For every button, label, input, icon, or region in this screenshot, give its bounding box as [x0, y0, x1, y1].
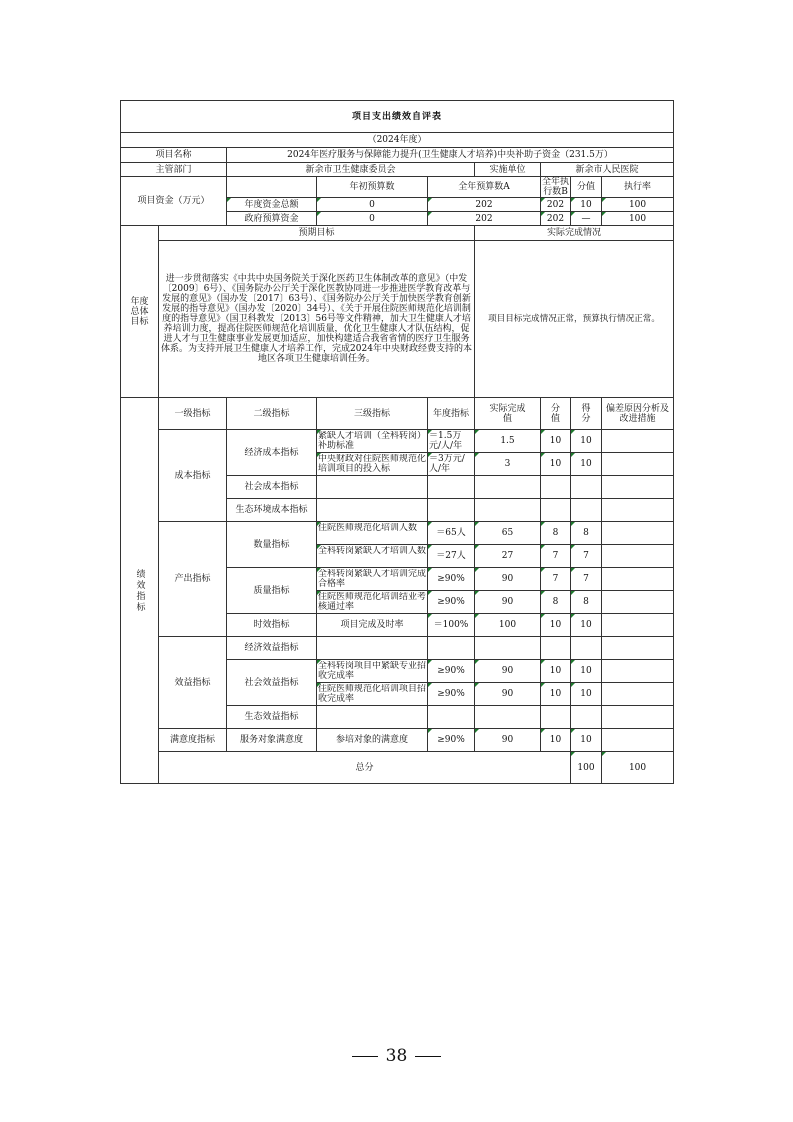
benefit-r1-l3: 全科转岗项目中紧缺专业招收完成率 [318, 661, 426, 681]
col-header-deviation: 偏差原因分析及改进措施 [602, 398, 674, 430]
funds-row-gov-score: — [571, 212, 602, 226]
cost-r2-score: 10 [541, 453, 571, 476]
funds-row-total-annual: 202 [428, 198, 541, 212]
col-header-level1: 一级指标 [159, 398, 227, 430]
l2-service-satisfaction: 服务对象满意度 [227, 729, 317, 752]
cost-r1-target: ＝1.5万元/人/年 [428, 430, 475, 453]
fiscal-year: （2024年度） [121, 133, 674, 148]
output-r3-score: 7 [541, 568, 571, 591]
benefit-r1-actual: 90 [475, 660, 541, 683]
col-header-level3: 三级指标 [317, 398, 428, 430]
funds-row-total-score: 10 [571, 198, 602, 212]
l2-timeliness: 时效指标 [227, 614, 317, 637]
l2-quantity: 数量指标 [227, 522, 317, 568]
output-r2-got: 7 [571, 545, 602, 568]
l2-social-benefit: 社会效益指标 [227, 660, 317, 706]
actual-completion-header: 实际完成情况 [475, 226, 674, 241]
col-header-actual: 实际完成值 [475, 398, 541, 430]
output-r1-got: 8 [571, 522, 602, 545]
form-table [120, 100, 674, 784]
cost-r1-l3: 紧缺人才培训（全科转岗）补助标准 [318, 431, 426, 451]
l2-quality: 质量指标 [227, 568, 317, 614]
l1-output: 产出指标 [159, 522, 227, 637]
funds-header-exec-rate: 执行率 [602, 177, 674, 198]
l1-satisfaction: 满意度指标 [159, 729, 227, 752]
funds-row-total-exec: 202 [541, 198, 571, 212]
cost-r2-got: 10 [571, 453, 602, 476]
cost-r2-actual: 3 [475, 453, 541, 476]
col-header-target: 年度指标 [428, 398, 475, 430]
output-r1-deviation [602, 522, 674, 545]
annual-goal-label: 年度总体目标 [121, 226, 159, 398]
l2-eco-benefit: 生态效益指标 [227, 706, 317, 729]
funds-row-gov-exec: 202 [541, 212, 571, 226]
satisfaction-r1-target: ≥90% [428, 729, 475, 752]
l2-social-cost: 社会成本指标 [227, 476, 317, 499]
output-r4-target: ≥90% [428, 591, 475, 614]
benefit-r1-score: 10 [541, 660, 571, 683]
funds-row-gov-initial: 0 [317, 212, 428, 226]
total-got: 100 [602, 752, 674, 784]
impl-unit-label: 实施单位 [475, 163, 541, 177]
output-r4-deviation [602, 591, 674, 614]
output-r5-score: 10 [541, 614, 571, 637]
page-footer [0, 1046, 793, 1066]
benefit-r1-got: 10 [571, 660, 602, 683]
funds-label: 项目资金（万元） [121, 177, 227, 226]
output-r4-got: 8 [571, 591, 602, 614]
l1-benefit: 效益指标 [159, 637, 227, 729]
satisfaction-r1-actual: 90 [475, 729, 541, 752]
col-header-got: 得分 [571, 398, 602, 430]
output-r3-deviation [602, 568, 674, 591]
satisfaction-r1-l3: 参培对象的满意度 [317, 729, 428, 752]
funds-header-score: 分值 [571, 177, 602, 198]
satisfaction-r1-got: 10 [571, 729, 602, 752]
footer-dash-left [352, 1056, 378, 1057]
footer-dash-right [415, 1056, 441, 1057]
benefit-r1-target: ≥90% [428, 660, 475, 683]
project-name-value: 2024年医疗服务与保障能力提升(卫生健康人才培养)中央补助子资金（231.5万） [227, 148, 674, 163]
l1-cost: 成本指标 [159, 430, 227, 522]
cost-r1-actual: 1.5 [475, 430, 541, 453]
l2-economic-benefit: 经济效益指标 [227, 637, 317, 660]
output-r1-score: 8 [541, 522, 571, 545]
benefit-r2-target: ≥90% [428, 683, 475, 706]
l2-eco-cost: 生态环境成本指标 [227, 499, 317, 522]
output-r4-l3: 住院医师规范化培训结业考核通过率 [318, 592, 426, 612]
output-r3-actual: 90 [475, 568, 541, 591]
cost-r1-deviation [602, 430, 674, 453]
output-r1-target: ＝65人 [428, 522, 475, 545]
funds-header-annual-a: 全年预算数A [428, 177, 541, 198]
actual-completion-text: 项目目标完成情况正常，预算执行情况正常。 [475, 241, 674, 398]
benefit-r2-deviation [602, 683, 674, 706]
output-r2-score: 7 [541, 545, 571, 568]
satisfaction-r1-score: 10 [541, 729, 571, 752]
output-r2-actual: 27 [475, 545, 541, 568]
output-r5-deviation [602, 614, 674, 637]
cost-r1-got: 10 [571, 430, 602, 453]
benefit-r2-actual: 90 [475, 683, 541, 706]
total-score: 100 [571, 752, 602, 784]
funds-header-blank [227, 177, 317, 198]
cost-r2-l3: 中央财政对住院医师规范化培训项目的投入标 [318, 454, 426, 474]
funds-row-total-name: 年度资金总额 [227, 198, 317, 212]
output-r4-actual: 90 [475, 591, 541, 614]
benefit-r2-got: 10 [571, 683, 602, 706]
output-r1-actual: 65 [475, 522, 541, 545]
funds-header-initial: 年初预算数 [317, 177, 428, 198]
total-label: 总分 [159, 752, 571, 784]
cost-r1-score: 10 [541, 430, 571, 453]
self-evaluation-form [120, 100, 673, 784]
satisfaction-r1-deviation [602, 729, 674, 752]
l2-economic-cost: 经济成本指标 [227, 430, 317, 476]
expected-goal-header: 预期目标 [159, 226, 475, 241]
cost-r2-deviation [602, 453, 674, 476]
col-header-score: 分值 [541, 398, 571, 430]
cost-r2-target: ＝3万元/人/年 [428, 453, 475, 476]
output-r5-target: ＝100% [428, 614, 475, 637]
output-r4-score: 8 [541, 591, 571, 614]
output-r3-target: ≥90% [428, 568, 475, 591]
col-header-level2: 二级指标 [227, 398, 317, 430]
impl-unit-value: 新余市人民医院 [541, 163, 674, 177]
dept-label: 主管部门 [121, 163, 227, 177]
performance-indicators-label: 绩效指标 [121, 398, 159, 784]
benefit-r1-deviation [602, 660, 674, 683]
dept-value: 新余市卫生健康委员会 [227, 163, 475, 177]
benefit-r2-score: 10 [541, 683, 571, 706]
output-r3-got: 7 [571, 568, 602, 591]
output-r5-l3: 项目完成及时率 [317, 614, 428, 637]
output-r3-l3: 全科转岗紧缺人才培训完成合格率 [318, 569, 426, 589]
expected-goal-text: 进一步贯彻落实《中共中央国务院关于深化医药卫生体制改革的意见》（中发〔2009〕6号）、《国务院办公厅关于深化医教协同进一步推进医学教育改革与发展的意见》（国办发〔2017〕63号）、《国务院办公厅关于加快医学教育创新发展的指导意见》（国办发〔2020〕34号）、《关于开展住院医师规范化培训制度的指导意见》（国卫科教发〔2013〕56号等文件精神，加大卫生健康人才培养培训力度，提高住院医师规范化培训质量，优化卫生健康人才队伍结构，促进人才与卫生健康事业发展更加适应，加快构建适合我省省情的医疗卫生服务体系。为支持开展卫生健康人才培养工作，完成2024年中央财政经费支持的本地区各项卫生健康培训任务。 [159, 241, 475, 398]
benefit-r2-l3: 住院医师规范化培训项目招收完成率 [318, 684, 426, 704]
page-number: 38 [385, 1046, 408, 1066]
funds-row-total-rate: 100 [602, 198, 674, 212]
output-r2-target: ＝27人 [428, 545, 475, 568]
funds-row-gov-rate: 100 [602, 212, 674, 226]
funds-row-total-initial: 0 [317, 198, 428, 212]
output-r5-got: 10 [571, 614, 602, 637]
output-r5-actual: 100 [475, 614, 541, 637]
funds-header-exec-b: 全年执行数B [542, 177, 570, 197]
output-r2-deviation [602, 545, 674, 568]
page-title: 项目支出绩效自评表 [121, 101, 674, 133]
output-r2-l3: 全科转岗紧缺人才培训人数 [317, 545, 428, 568]
funds-row-gov-annual: 202 [428, 212, 541, 226]
funds-row-gov-name: 政府预算资金 [227, 212, 317, 226]
project-name-label: 项目名称 [121, 148, 227, 163]
output-r1-l3: 住院医师规范化培训人数 [317, 522, 428, 545]
